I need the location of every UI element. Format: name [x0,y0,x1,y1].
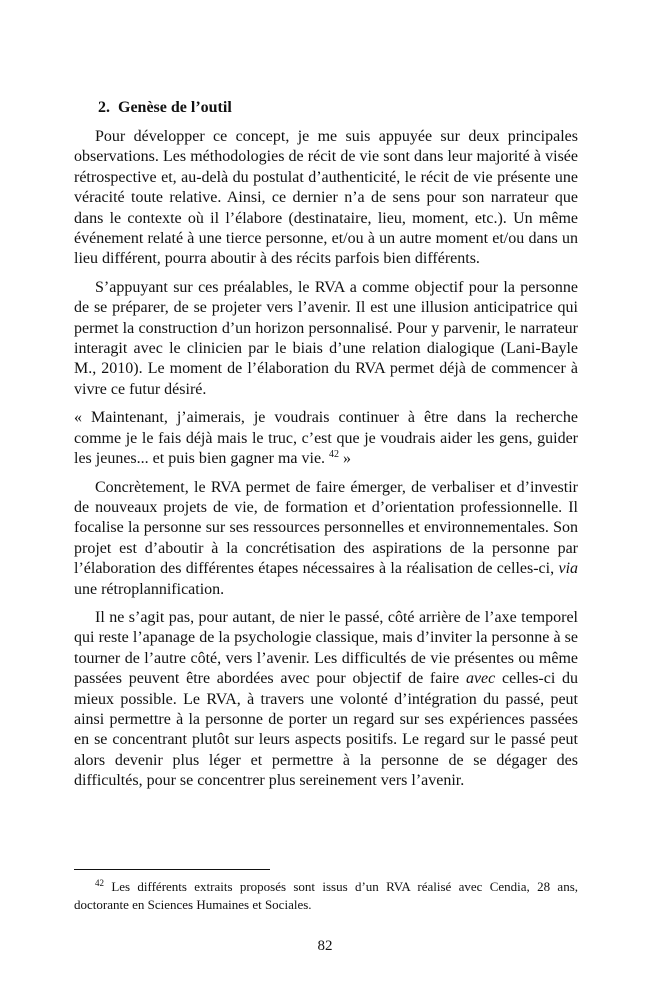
paragraph-4-italic: avec [465,670,496,688]
paragraph-1: Pour développer ce concept, je me suis appuyée sur deux principales observations. Les méthodologies de récit de vie sont dans leur majorité à visée rétrospective et, au-delà du postulat d’authenticité, le récit de vie présente une véracité toute relative. Ainsi, ce dernier n’a de sens pour son narrateur que dans le contexte où il l’élabore (destinataire, lieu, moment, etc.). Un même événement relaté à une tierce personne, et/ou à un autre moment et/ou dans un lieu différent, pourra aboutir à des récits parfois bien différents. [74,128,578,268]
footnote-divider [74,869,270,870]
paragraph-4-text-b: celles-ci du mieux possible. Le RVA, à travers une volonté d’intégration du passé, peut ainsi permettre à la personne de porter un regard sur ses expériences passées en se concentrant plutôt sur leurs aspects positifs. Le regard sur le passé peut alors devenir plus léger et permettre à la personne de se dégager des difficultés, pour se concentrer plus sereinement vers l’avenir. [74,670,579,790]
section-title: Genèse de l’outil [118,99,232,116]
quote-paragraph [74,408,578,469]
quote-text: « Maintenant, j’aimerais, je voudrais continuer à être dans la recherche comme je le fais déjà mais le truc, c’est que je voudrais aider les gens, guider les jeunes... et puis bien gagner ma vie. [74,409,578,468]
footnote-text: Les différents extraits proposés sont issus d’un RVA réalisé avec Cendia, 28 ans, doctorante en Sciences Humaines et Sociales. [74,879,579,912]
footnote-reference[interactable]: 42 [329,449,340,461]
page-number: 82 [317,938,333,954]
section-heading [74,98,578,118]
footnote-number: 42 [95,878,104,888]
footnote [74,878,578,914]
paragraph-3 [74,478,578,600]
paragraph-3-italic: via [558,560,579,578]
paragraph-4 [74,608,578,792]
page-body [74,98,578,792]
paragraph-4-text-a: Il ne s’agit pas, pour autant, de nier le passé, côté arrière de l’axe temporel qui reste l’apanage de la psychologie classique, mais d’inviter la personne à se tourner de l’autre côté, vers l’avenir. Les difficultés de vie présentes ou même passées peuvent être abordées avec pour objectif de faire [74,608,578,688]
paragraph-3-text-b: une rétroplannification. [74,580,225,598]
paragraph-2: S’appuyant sur ces préalables, le RVA a comme objectif pour la personne de se préparer, de se projeter vers l’avenir. Il est une illusion anticipatrice qui permet la construction d’un horizon personnalisé. Pour y parvenir, le narrateur interagit avec le clinicien par le biais d’une relation dialogique (Lani-Bayle M., 2010). Le moment de l’élaboration du RVA permet déjà de commencer à vivre ce futur désiré. [74,278,578,398]
quote-close: » [343,450,352,468]
paragraph-3-text-a: Concrètement, le RVA permet de faire émerger, de verbaliser et d’investir de nouveaux projets de vie, de formation et d’orientation professionnelle. Il focalise la personne sur ses ressources personnelles et environnementales. Son projet est d’aboutir à la concrétisation des aspirations de la personne par l’élaboration des différentes étapes nécessaires à la réalisation de celles-ci, [74,478,578,578]
section-number: 2. [98,99,110,116]
